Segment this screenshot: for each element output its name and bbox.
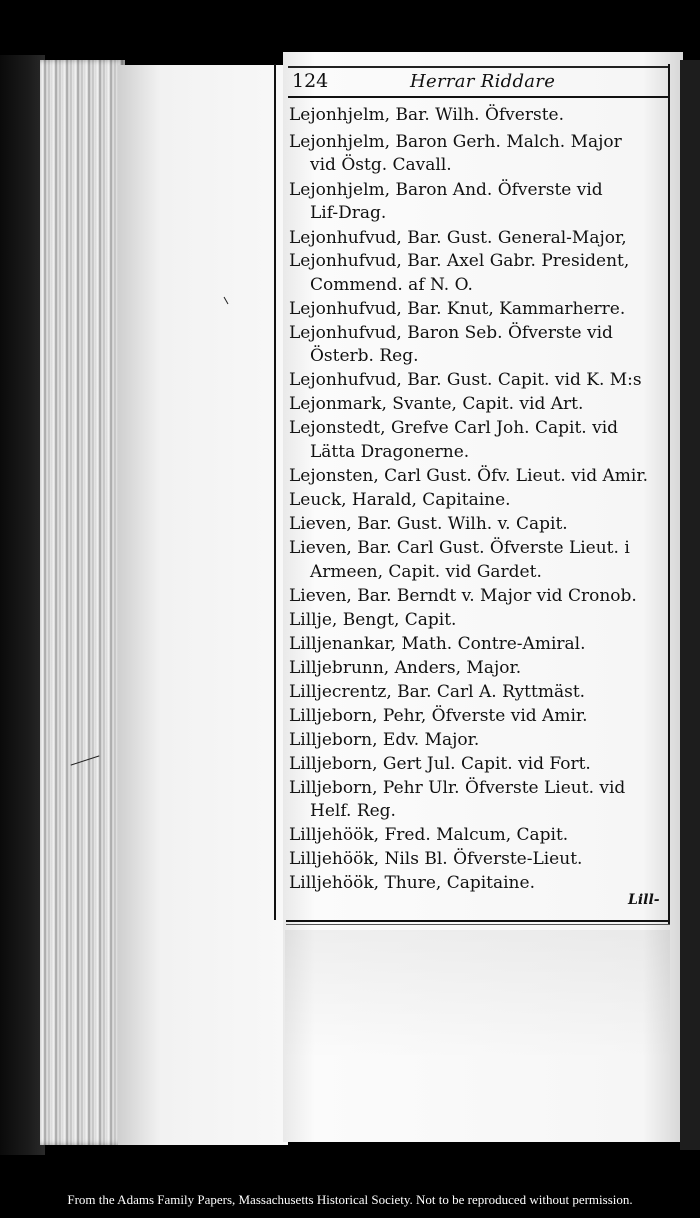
footer-credit: From the Adams Family Papers, Massachusetts Historical Society. Not to be reproduced without permission. — [67, 1192, 633, 1207]
running-head: Herrar Riddare — [410, 71, 556, 92]
bottom-rule-thin — [286, 924, 670, 925]
entry-line: Lieven, Bar. Gust. Wilh. v. Capit. — [289, 514, 568, 534]
entry-line: Lilljeborn, Gert Jul. Capit. vid Fort. — [289, 754, 591, 774]
entry-line: vid Östg. Cavall. — [310, 155, 452, 175]
entry-line: Armeen, Capit. vid Gardet. — [310, 562, 542, 582]
right-shadow — [680, 60, 700, 1150]
right-column-rule — [668, 64, 670, 924]
facing-page-margin — [118, 65, 288, 1145]
entry-line: Lilljebrunn, Anders, Major. — [289, 658, 522, 678]
entry-line: Lejonhjelm, Baron And. Öfverste vid — [289, 180, 603, 200]
entry-line: Österb. Reg. — [310, 346, 419, 366]
entry-line: Lilljecrentz, Bar. Carl A. Ryttmäst. — [289, 682, 586, 702]
entry-line: Leuck, Harald, Capitaine. — [289, 490, 511, 510]
entry-line: Lilljenankar, Math. Contre-Amiral. — [289, 634, 586, 654]
entry-line: Lejonhufvud, Bar. Knut, Kammarherre. — [289, 299, 626, 319]
entry-line: Lilljehöök, Fred. Malcum, Capit. — [289, 825, 569, 845]
entry-line: Lif-Drag. — [310, 203, 387, 223]
entry-line: Lilljehöök, Thure, Capitaine. — [289, 873, 535, 893]
entry-line: Lilljehöök, Nils Bl. Öfverste-Lieut. — [289, 849, 583, 869]
entry-line: Lilljeborn, Pehr, Öfverste vid Amir. — [289, 706, 588, 726]
catchword: Lill- — [628, 892, 660, 908]
entry-line: Lejonhufvud, Bar. Gust. Capit. vid K. M:s — [289, 370, 642, 390]
entry-line: Lejonhjelm, Baron Gerh. Malch. Major — [289, 132, 622, 152]
book-binding — [0, 55, 45, 1155]
entry-line: Lillje, Bengt, Capit. — [289, 610, 457, 630]
entry-line: Lejonhufvud, Bar. Axel Gabr. President, — [289, 251, 630, 271]
entry-line: Lejonhufvud, Bar. Gust. General-Major, — [289, 228, 627, 248]
entry-line: Lilljeborn, Pehr Ulr. Öfverste Lieut. vid — [289, 778, 626, 798]
entry-line: Lätta Dragonerne. — [310, 442, 470, 462]
entry-line: Lieven, Bar. Carl Gust. Öfverste Lieut. i — [289, 538, 630, 558]
page-edges — [40, 60, 125, 1145]
entry-line: Lilljeborn, Edv. Major. — [289, 730, 480, 750]
entry-line: Lejonstedt, Grefve Carl Joh. Capit. vid — [289, 418, 619, 438]
bottom-rule — [286, 920, 670, 922]
entry-line: Lejonhufvud, Baron Seb. Öfverste vid — [289, 323, 613, 343]
top-rule — [288, 66, 670, 68]
entry-line: Lejonmark, Svante, Capit. vid Art. — [289, 394, 584, 414]
bleed-through-area — [285, 930, 670, 1060]
entry-line: Lieven, Bar. Berndt v. Major vid Cronob. — [289, 586, 637, 606]
page-number: 124 — [292, 70, 329, 92]
entry-line: Lejonhjelm, Bar. Wilh. Öfverste. — [289, 105, 564, 125]
entry-line: Lejonsten, Carl Gust. Öfv. Lieut. vid Amir. — [289, 466, 649, 486]
header-rule — [288, 96, 670, 98]
entry-line: Commend. af N. O. — [310, 275, 473, 295]
entry-line: Helf. Reg. — [310, 801, 396, 821]
left-column-rule — [274, 64, 276, 920]
